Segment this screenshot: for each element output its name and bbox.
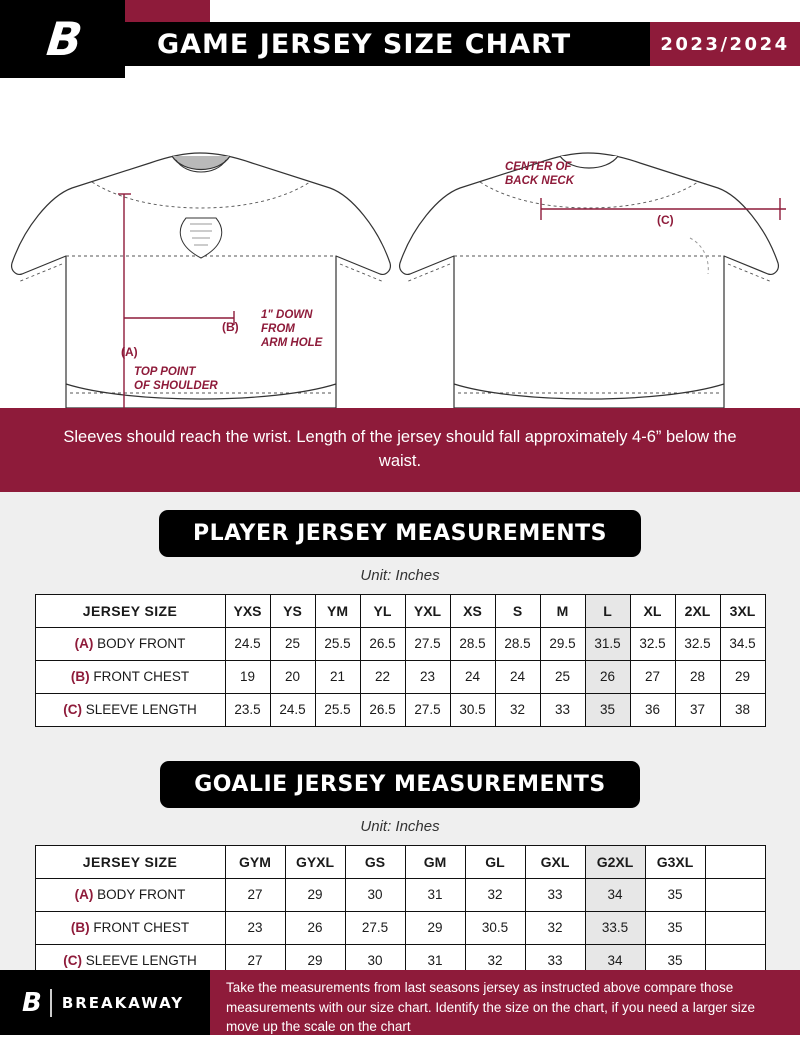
measurement-tag: (A): [74, 887, 98, 903]
measurement-cell: 35: [645, 944, 705, 977]
measurement-cell: 23.5: [225, 693, 270, 726]
page-title: GAME JERSEY SIZE CHART: [157, 28, 572, 60]
measurement-cell: 32: [465, 944, 525, 977]
size-column-header: 3XL: [720, 594, 765, 627]
footer-brand-name: BREAKAWAY: [61, 993, 185, 1012]
table-header-row: [35, 845, 765, 878]
svg-text:CENTER OF: CENTER OF: [505, 161, 572, 173]
measurements-content: [0, 492, 800, 998]
measurement-cell: 32.5: [630, 627, 675, 660]
measurement-cell: 22: [360, 660, 405, 693]
measurement-cell: 24.5: [225, 627, 270, 660]
measurement-tag: (B): [70, 669, 94, 685]
size-column-header: YM: [315, 594, 360, 627]
measurement-cell: 26.5: [360, 693, 405, 726]
size-column-header: G2XL: [585, 845, 645, 878]
player-size-table: [35, 594, 766, 727]
measurement-row-label: (B) FRONT CHEST: [35, 660, 225, 693]
label-a-front: (A): [121, 345, 138, 359]
measurement-cell: 19: [225, 660, 270, 693]
player-section-header: [0, 492, 800, 557]
measurement-cell: 34.5: [720, 627, 765, 660]
measurement-cell: 30: [345, 878, 405, 911]
table-row: [35, 878, 765, 911]
size-column-header: YS: [270, 594, 315, 627]
sleeve-length-note: Sleeves should reach the wrist. Length of the jersey should fall approximately 4-6” below the waist.: [0, 408, 800, 492]
svg-text:OF SHOULDER: OF SHOULDER: [134, 380, 218, 392]
measurement-row-label: (A) BODY FRONT: [35, 878, 225, 911]
measurement-cell: 35: [645, 911, 705, 944]
season-badge: [650, 22, 800, 66]
size-column-header: GYXL: [285, 845, 345, 878]
measurement-cell: 27: [225, 944, 285, 977]
label-b-front: (B): [222, 320, 239, 334]
page-footer: [0, 970, 800, 1035]
spacer-cell: [705, 845, 765, 878]
size-column-header: GXL: [525, 845, 585, 878]
size-column-header: YL: [360, 594, 405, 627]
measurement-cell: 31: [405, 944, 465, 977]
jersey-diagram-svg: [0, 78, 800, 408]
measurement-tag: (C): [63, 953, 86, 969]
goalie-section-title: GOALIE JERSEY MEASUREMENTS: [160, 761, 640, 808]
measurement-cell: 33: [525, 878, 585, 911]
table-header-row: [35, 594, 765, 627]
measurement-cell: 25.5: [315, 627, 360, 660]
player-unit-label: Unit: Inches: [360, 566, 440, 584]
footer-instructions: Take the measurements from last seasons jersey as instructed above compare those measurements with our size chart. Identify the size on the chart, if you need a larger size move up the scale on the chart: [210, 970, 800, 1035]
measurement-cell: 27.5: [345, 911, 405, 944]
size-column-header: GM: [405, 845, 465, 878]
measurement-row-label: (B) FRONT CHEST: [35, 911, 225, 944]
measurement-cell: 30.5: [450, 693, 495, 726]
measurement-cell: 26.5: [360, 627, 405, 660]
measurement-cell: 27.5: [405, 693, 450, 726]
svg-text:FROM: FROM: [261, 323, 295, 335]
size-column-header: 2XL: [675, 594, 720, 627]
measurement-cell: 26: [585, 660, 630, 693]
measurement-cell: 28.5: [495, 627, 540, 660]
svg-text:1" DOWN: 1" DOWN: [261, 309, 313, 321]
spacer-cell: [705, 911, 765, 944]
measurement-cell: 28: [675, 660, 720, 693]
jersey-illustration: [0, 78, 800, 408]
jersey-size-header: JERSEY SIZE: [35, 594, 225, 627]
measurement-cell: 27.5: [405, 627, 450, 660]
measurement-tag: (B): [70, 920, 94, 936]
measurement-cell: 21: [315, 660, 360, 693]
measurement-cell: 29: [405, 911, 465, 944]
measurement-cell: 32: [525, 911, 585, 944]
measurement-tag: (A): [74, 636, 98, 652]
measurement-cell: 29: [285, 878, 345, 911]
size-column-header: G3XL: [645, 845, 705, 878]
measurement-cell: 33.5: [585, 911, 645, 944]
measurement-cell: 30: [345, 944, 405, 977]
measurement-cell: 24: [450, 660, 495, 693]
player-section-title: PLAYER JERSEY MEASUREMENTS: [159, 510, 641, 557]
goalie-unit-label: Unit: Inches: [360, 817, 440, 835]
table-row: [35, 911, 765, 944]
measurement-cell: 38: [720, 693, 765, 726]
footer-logo-glyph: B: [22, 987, 40, 1018]
measurement-cell: 34: [585, 944, 645, 977]
measurement-cell: 37: [675, 693, 720, 726]
brand-logo: [0, 0, 125, 78]
measurement-row-label: (C) SLEEVE LENGTH: [35, 944, 225, 977]
footer-divider: [50, 989, 52, 1017]
measurement-cell: 24.5: [270, 693, 315, 726]
table-row: [35, 693, 765, 726]
size-column-header: S: [495, 594, 540, 627]
measurement-cell: 35: [585, 693, 630, 726]
size-column-header: GYM: [225, 845, 285, 878]
measurement-row-label: (A) BODY FRONT: [35, 627, 225, 660]
measurement-cell: 33: [540, 693, 585, 726]
size-column-header: M: [540, 594, 585, 627]
size-column-header: XL: [630, 594, 675, 627]
measurement-cell: 32: [495, 693, 540, 726]
svg-text:ARM HOLE: ARM HOLE: [261, 337, 323, 349]
measurement-cell: 32.5: [675, 627, 720, 660]
footer-brand: [0, 970, 210, 1035]
table-row: [35, 627, 765, 660]
jersey-size-header: JERSEY SIZE: [35, 845, 225, 878]
measurement-cell: 29.5: [540, 627, 585, 660]
size-column-header: YXL: [405, 594, 450, 627]
measurement-cell: 25.5: [315, 693, 360, 726]
size-column-header: GS: [345, 845, 405, 878]
measurement-cell: 28.5: [450, 627, 495, 660]
size-column-header: GL: [465, 845, 525, 878]
brand-logo-glyph: B: [44, 12, 81, 66]
measurement-tag: (C): [63, 702, 86, 718]
spacer-cell: [705, 878, 765, 911]
season-label: 2023/2024: [660, 33, 790, 55]
measurement-cell: 32: [465, 878, 525, 911]
measurement-cell: 27: [225, 878, 285, 911]
svg-text:TOP POINT: TOP POINT: [134, 366, 196, 378]
measurement-cell: 29: [285, 944, 345, 977]
measurement-cell: 31: [405, 878, 465, 911]
measurement-cell: 20: [270, 660, 315, 693]
measurement-row-label: (C) SLEEVE LENGTH: [35, 693, 225, 726]
measurement-cell: 26: [285, 911, 345, 944]
measurement-cell: 25: [270, 627, 315, 660]
size-column-header: L: [585, 594, 630, 627]
goalie-section-header: [0, 743, 800, 808]
svg-text:BACK NECK: BACK NECK: [505, 175, 574, 187]
goalie-size-table: [35, 845, 766, 978]
measurement-cell: 30.5: [465, 911, 525, 944]
measurement-cell: 23: [225, 911, 285, 944]
measurement-cell: 24: [495, 660, 540, 693]
measurement-cell: 35: [645, 878, 705, 911]
measurement-cell: 27: [630, 660, 675, 693]
measurement-cell: 34: [585, 878, 645, 911]
size-column-header: XS: [450, 594, 495, 627]
measurement-cell: 36: [630, 693, 675, 726]
table-row: [35, 660, 765, 693]
size-column-header: YXS: [225, 594, 270, 627]
page-header: [0, 0, 800, 78]
measurement-cell: 23: [405, 660, 450, 693]
measurement-cell: 29: [720, 660, 765, 693]
label-c-back: (C): [657, 213, 674, 227]
measurement-cell: 33: [525, 944, 585, 977]
measurement-cell: 31.5: [585, 627, 630, 660]
measurement-cell: 25: [540, 660, 585, 693]
